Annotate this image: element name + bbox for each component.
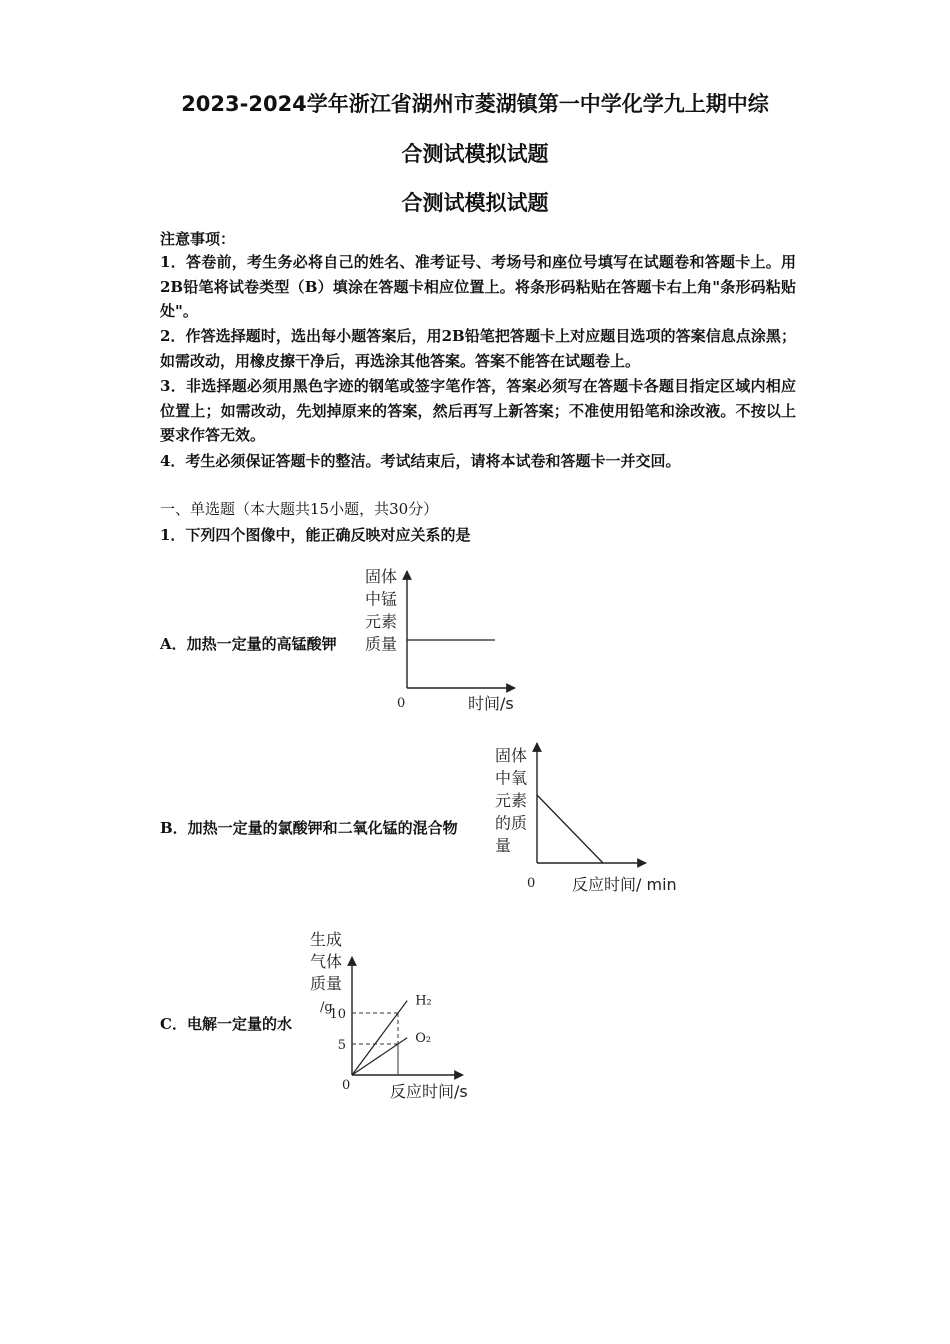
chart-2-y-axis-label: 量	[495, 836, 512, 855]
document-title-line-1: 2023-2024学年浙江省湖州市菱湖镇第一中学化学九上期中综	[181, 92, 769, 116]
document-title-line-3: 合测试模拟试题	[401, 191, 549, 215]
option-a: A．加热一定量的高锰酸钾	[160, 635, 337, 653]
chart-1-y-axis-label: 质量	[365, 634, 398, 654]
notes-heading: 注意事项：	[160, 230, 236, 248]
chart-2-origin-label: 0	[527, 876, 536, 891]
chart-1-origin-label: 0	[397, 696, 406, 711]
note-item-4: 4．考生必须保证答题卡的整洁。考试结束后，请将本试卷和答题卡一并交回。	[160, 452, 681, 470]
chart-2-y-axis-label: 固体	[495, 746, 528, 765]
chart-1-y-axis-label: 固体	[365, 567, 398, 586]
chart-2-y-axis-label: 元素	[495, 791, 528, 810]
chart-3-x-axis-label: 反应时间/s	[390, 1082, 468, 1101]
chart-2-series-line	[537, 795, 603, 863]
chart-3-y-axis-label: /g	[320, 1000, 333, 1015]
chart-3-series-line-1	[352, 1001, 407, 1075]
note-item-3: 3．非选择题必须用黑色字迹的钢笔或签字笔作答，答案必须写在答题卡各题目指定区域内相应位置上；如需改动，先划掉原来的答案，然后再写上新答案；不准使用铅笔和涂改液。不按以上要求作答无效。	[160, 377, 796, 444]
chart-3-series-label-2: O₂	[415, 1030, 432, 1046]
chart-2-x-axis-label: 反应时间/ min	[572, 875, 677, 894]
question-1: 1．下列四个图像中，能正确反映对应关系的是	[160, 526, 471, 544]
chart-1-y-axis-label: 元素	[365, 612, 398, 631]
section-heading: 一、单选题（本大题共15小题，共30分）	[160, 500, 439, 518]
chart-2-y-axis-label: 中氧	[495, 768, 528, 788]
chart-3-y-tick-5: 5	[337, 1038, 346, 1053]
chart-2-y-axis-label: 的质	[495, 813, 528, 833]
chart-3-series-label-1: H₂	[415, 993, 432, 1009]
option-b: B．加热一定量的氯酸钾和二氧化锰的混合物	[160, 819, 458, 837]
note-item-1: 1．答卷前，考生务必将自己的姓名、准考证号、考场号和座位号填写在试题卷和答题卡上。用2B铅笔将试卷类型（B）填涂在答题卡相应位置上。将条形码粘贴在答题卡右上角"条形码粘贴处"。	[160, 253, 796, 320]
chart-3-origin-label: 0	[342, 1078, 351, 1093]
chart-3-y-axis-label: 气体	[310, 952, 343, 971]
chart-3-y-tick-10: 10	[329, 1007, 346, 1022]
note-item-2: 2．作答选择题时，选出每小题答案后，用2B铅笔把答题卡上对应题目选项的答案信息点涂黑；如需改动，用橡皮擦干净后，再选涂其他答案。答案不能答在试题卷上。	[160, 327, 796, 370]
chart-3-series-line-2	[352, 1038, 407, 1075]
chart-3-y-axis-label: 生成	[310, 930, 343, 949]
document-title-line-2: 合测试模拟试题	[401, 142, 549, 166]
chart-1-y-axis-label: 中锰	[365, 589, 398, 609]
chart-3-y-axis-label: 质量	[310, 974, 343, 993]
chart-1-x-axis-label: 时间/s	[468, 694, 514, 713]
option-c: C．电解一定量的水	[160, 1015, 292, 1033]
